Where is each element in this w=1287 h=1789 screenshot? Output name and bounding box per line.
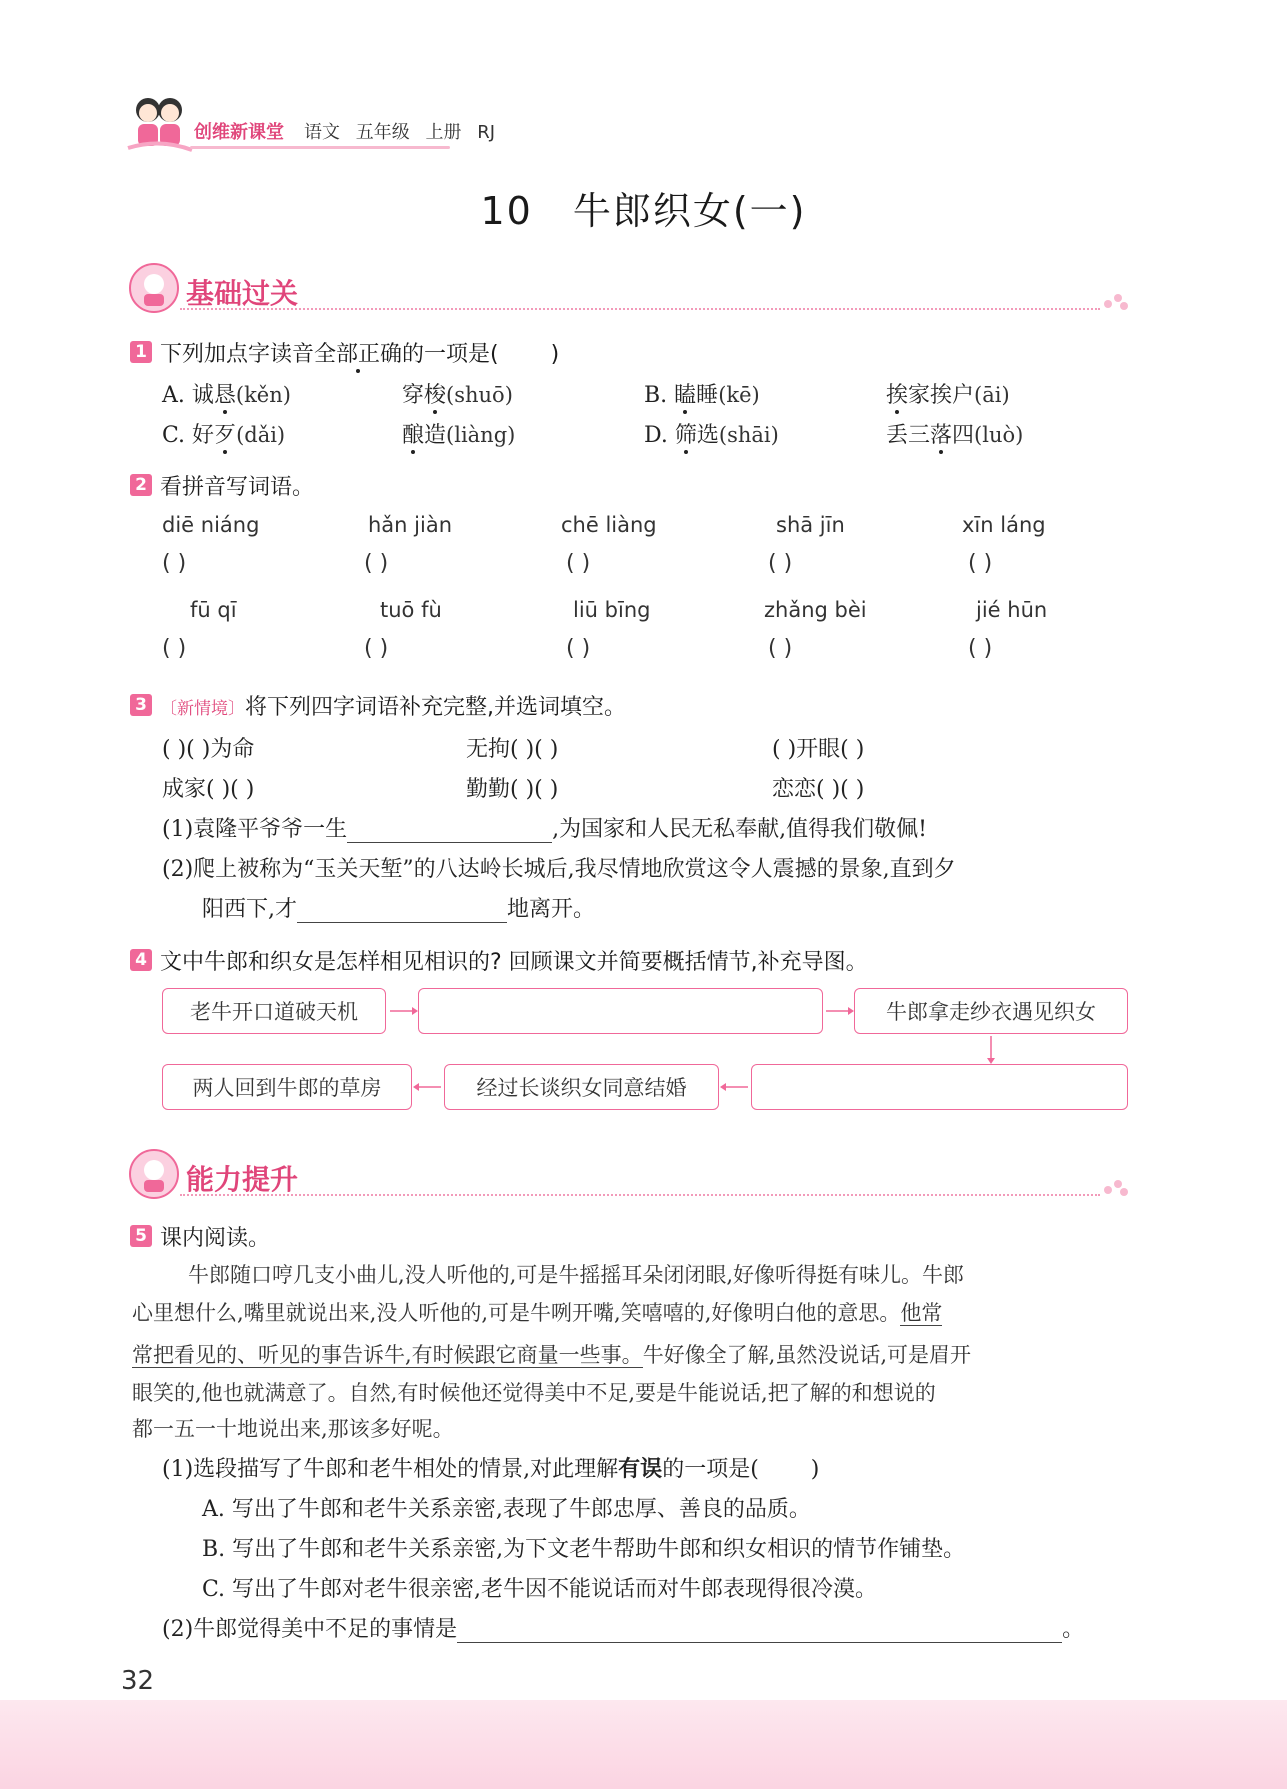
section-divider xyxy=(180,1194,1100,1196)
arrow-right-icon xyxy=(388,1004,418,1018)
passage-line: 牛郎随口哼几支小曲儿,没人听他的,可是牛摇摇耳朵闭闭眼,好像听得挺有味儿。牛郎 xyxy=(188,1263,965,1287)
idiom-blank[interactable]: 无拘( )( ) xyxy=(466,737,559,762)
emphasis-text: 有误 xyxy=(618,1457,663,1482)
pinyin: chē liàng xyxy=(561,513,657,537)
q4-prompt: 文中牛郎和织女是怎样相见相识的? 回顾课文并简要概括情节,补充导图。 xyxy=(160,950,868,975)
q5-sub1: (1)选段描写了牛郎和老牛相处的情景,对此理解有误的一项是( ) xyxy=(162,1457,820,1482)
edition: RJ xyxy=(477,122,496,143)
new-context-tag: 〔新情境〕 xyxy=(160,699,245,719)
question-number: 3 xyxy=(130,694,152,716)
answer-blank[interactable]: ( ) xyxy=(162,636,187,661)
flow-box-1: 老牛开口道破天机 xyxy=(162,988,386,1034)
fill-blank[interactable] xyxy=(457,1642,1062,1643)
q1-prompt: 下列加点字读音全部正确的一项是( ) xyxy=(160,342,560,367)
answer-blank[interactable]: ( ) xyxy=(566,551,591,576)
idiom-blank[interactable]: ( )开眼( ) xyxy=(772,737,865,762)
underlined-text: 常把看见的、听见的事告诉牛,有时候跟它商量一些事。 xyxy=(132,1343,643,1367)
q1-option-a1: A. 诚恳(kěn) xyxy=(162,383,291,408)
mascot-logo-icon xyxy=(126,88,194,158)
question-number: 4 xyxy=(130,949,152,971)
q3-sentence-2: (2)爬上被称为“玉关天堑”的八达岭长城后,我尽情地欣赏这令人震撼的景象,直到夕 xyxy=(162,857,956,882)
passage-line: 心里想什么,嘴里就说出来,没人听他的,可是牛咧开嘴,笑嘻嘻的,好像明白他的意思。他常 xyxy=(132,1301,943,1325)
pinyin: liū bīng xyxy=(573,598,651,622)
idiom-blank[interactable]: 恋恋( )( ) xyxy=(772,777,865,802)
grade: 五年级 xyxy=(355,122,410,143)
underlined-text: 他常 xyxy=(900,1301,943,1325)
page-title xyxy=(0,180,1287,235)
answer-blank[interactable]: ( ) xyxy=(768,551,793,576)
arrow-down-icon xyxy=(984,1036,998,1064)
section-badge-icon xyxy=(128,262,180,314)
emphasis-text: 全部正确 xyxy=(314,342,403,367)
lesson-number: 10 xyxy=(480,189,533,233)
flow-box-5: 经过长谈织女同意结婚 xyxy=(444,1064,719,1110)
q1-option-a2: 穿梭(shuō) xyxy=(402,383,513,408)
question-number: 1 xyxy=(130,341,152,363)
passage-line: 都一五一十地说出来,那该多好呢。 xyxy=(132,1417,454,1441)
pinyin: xīn láng xyxy=(962,513,1046,537)
lesson-title: 牛郎织女(一) xyxy=(572,189,807,233)
footer-band xyxy=(0,1700,1287,1789)
question-number: 5 xyxy=(130,1225,152,1247)
pinyin: hǎn jiàn xyxy=(368,513,453,537)
flow-box-6: 两人回到牛郎的草房 xyxy=(162,1064,412,1110)
q2-prompt: 看拼音写词语。 xyxy=(160,475,315,500)
flow-box-3: 牛郎拿走纱衣遇见织女 xyxy=(854,988,1128,1034)
arrow-right-icon xyxy=(824,1004,854,1018)
book-info xyxy=(304,118,505,144)
pinyin: jié hūn xyxy=(976,598,1048,622)
answer-blank[interactable]: ( ) xyxy=(364,551,389,576)
idiom-blank[interactable]: ( )( )为命 xyxy=(162,737,255,762)
q1-option-c1: C. 好歹(dǎi) xyxy=(162,423,286,448)
fill-blank[interactable] xyxy=(297,922,507,923)
q5-option-c: C. 写出了牛郎对老牛很亲密,老牛因不能说话而对牛郎表现得很冷漠。 xyxy=(202,1577,878,1602)
section-divider xyxy=(180,308,1100,310)
answer-blank[interactable]: ( ) xyxy=(968,636,993,661)
fill-blank[interactable] xyxy=(347,842,552,843)
q5-option-a: A. 写出了牛郎和老牛关系亲密,表现了牛郎忠厚、善良的品质。 xyxy=(202,1497,811,1522)
q5-option-b: B. 写出了牛郎和老牛关系亲密,为下文老牛帮助牛郎和织女相识的情节作铺垫。 xyxy=(202,1537,966,1562)
decor-dots-icon xyxy=(1102,292,1132,312)
decor-dots-icon xyxy=(1102,1178,1132,1198)
answer-blank[interactable]: ( ) xyxy=(364,636,389,661)
header-underline xyxy=(190,146,450,149)
pinyin: diē niáng xyxy=(162,513,260,537)
q1-option-d1: D. 筛选(shāi) xyxy=(644,423,779,448)
q1-option-c2: 酿造(liàng) xyxy=(402,423,516,448)
q5-prompt: 课内阅读。 xyxy=(160,1226,271,1251)
q3-prompt: 〔新情境〕将下列四字词语补充完整,并选词填空。 xyxy=(160,695,626,720)
brand-name: 创维新课堂 xyxy=(194,122,284,143)
flow-box-answer-1[interactable] xyxy=(418,988,823,1034)
answer-blank[interactable]: ( ) xyxy=(162,551,187,576)
question-number: 2 xyxy=(130,474,152,496)
q1-option-d2: 丢三落四(luò) xyxy=(886,423,1024,448)
pinyin: zhǎng bèi xyxy=(764,598,867,622)
q3-sentence-1: (1)袁隆平爷爷一生 ,为国家和人民无私奉献,值得我们敬佩! xyxy=(162,817,928,842)
q5-sub2: (2)牛郎觉得美中不足的事情是 。 xyxy=(162,1617,1085,1642)
section-title-basics: 基础过关 xyxy=(186,277,299,310)
pinyin: tuō fù xyxy=(380,598,442,622)
q1-option-b2: 挨家挨户(āi) xyxy=(886,383,1010,408)
page-number: 32 xyxy=(121,1666,155,1696)
section-title-advanced: 能力提升 xyxy=(186,1163,299,1196)
answer-blank[interactable]: ( ) xyxy=(968,551,993,576)
subject: 语文 xyxy=(304,122,340,143)
section-badge-icon xyxy=(128,1148,180,1200)
arrow-left-icon xyxy=(413,1080,443,1094)
volume: 上册 xyxy=(425,122,462,143)
flow-box-answer-2[interactable] xyxy=(751,1064,1128,1110)
q1-option-b1: B. 瞌睡(kē) xyxy=(644,383,760,408)
passage-line: 眼笑的,他也就满意了。自然,有时候他还觉得美中不足,要是牛能说话,把了解的和想说的 xyxy=(132,1381,936,1405)
pinyin: fū qī xyxy=(190,598,237,622)
answer-blank[interactable]: ( ) xyxy=(768,636,793,661)
idiom-blank[interactable]: 成家( )( ) xyxy=(162,777,255,802)
arrow-left-icon xyxy=(720,1080,750,1094)
passage-line: 常把看见的、听见的事告诉牛,有时候跟它商量一些事。牛好像全了解,虽然没说话,可是眉开 xyxy=(132,1343,972,1367)
q3-sentence-2-cont: 阳西下,才 地离开。 xyxy=(202,897,596,922)
idiom-blank[interactable]: 勤勤( )( ) xyxy=(466,777,559,802)
answer-blank[interactable]: ( ) xyxy=(566,636,591,661)
pinyin: shā jīn xyxy=(776,513,845,537)
